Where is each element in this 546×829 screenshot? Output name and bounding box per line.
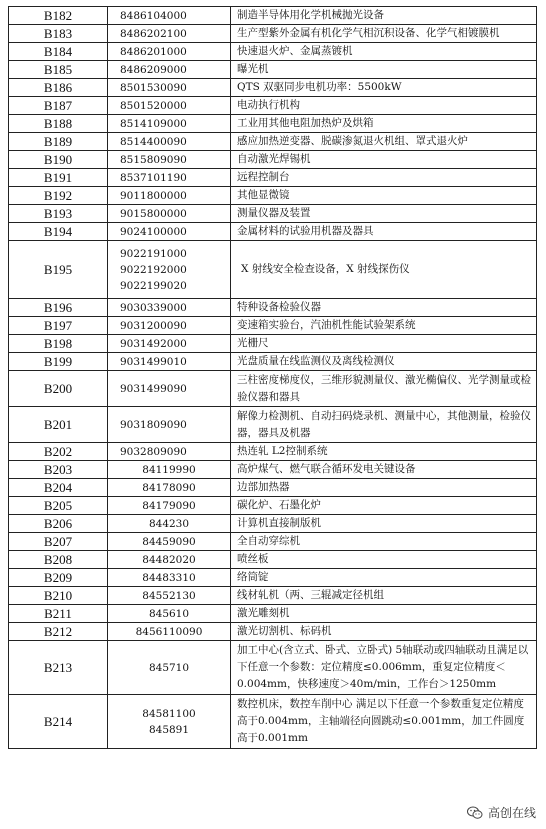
hs-code: 845610 [148, 607, 190, 620]
description-cell: 三柱密度梯度仪，三维形貌测量仪、激光椭偏仪、光学测量或检验仪器和器具 [231, 371, 537, 407]
hs-code-cell [108, 61, 231, 79]
hs-code: 9011800000 [120, 189, 187, 202]
description-cell: 全自动穿综机 [231, 533, 537, 551]
table-row [9, 187, 537, 205]
description-cell: 络筒锭 [231, 569, 537, 587]
description-cell: 热连轧 L2控制系统 [231, 443, 537, 461]
hs-code: 8486209000 [120, 63, 187, 76]
description-cell: 光栅尺 [231, 335, 537, 353]
hs-code-cell [108, 569, 231, 587]
row-id-cell: B196 [9, 299, 108, 317]
table-row [9, 479, 537, 497]
description-cell: 金属材料的试验用机器及器具 [231, 223, 537, 241]
row-id-cell: B190 [9, 151, 108, 169]
hs-code: 9030339000 [120, 301, 187, 314]
hs-code-cell [108, 461, 231, 479]
hs-code-cell [108, 371, 231, 407]
row-id-cell: B212 [9, 623, 108, 641]
description-cell: 边部加热器 [231, 479, 537, 497]
hs-code: 9031809090 [120, 418, 187, 431]
row-id-cell: B193 [9, 205, 108, 223]
table-row [9, 43, 537, 61]
hs-code: 8537101190 [120, 171, 187, 184]
description-cell: 解像力检测机、自动扫码烧录机、测量中心，其他测量，检验仪器，器具及机器 [231, 407, 537, 443]
row-id-cell: B195 [9, 241, 108, 299]
description-cell: 激光切割机、标码机 [231, 623, 537, 641]
hs-code: 84178090 [142, 481, 196, 494]
table-row [9, 551, 537, 569]
hs-code: 9024100000 [120, 225, 187, 238]
watermark [463, 802, 540, 823]
hs-code-cell [108, 587, 231, 605]
row-id-cell: B185 [9, 61, 108, 79]
hs-code-cell [108, 97, 231, 115]
table-row [9, 623, 537, 641]
hs-code: 8456110090 [135, 625, 203, 638]
description-cell: 加工中心(含立式、卧式、立卧式) 5轴联动或四轴联动且满足以下任意一个参数：定位精度≤0.006mm，重复定位精度＜0.004mm，快移速度＞40m/min，工作台＞1250mm [231, 641, 537, 695]
description-cell: 远程控制台 [231, 169, 537, 187]
table-row [9, 587, 537, 605]
table-row [9, 641, 537, 695]
row-id-cell: B214 [9, 695, 108, 749]
hs-code-cell [108, 443, 231, 461]
hs-code: 8515809090 [120, 153, 187, 166]
hs-code-cell [108, 497, 231, 515]
hs-code-cell [108, 79, 231, 97]
description-cell: 计算机直接制版机 [231, 515, 537, 533]
hs-code: 9015800000 [120, 207, 187, 220]
description-cell: 感应加热逆变器、脱碳渗氮退火机组、罩式退火炉 [231, 133, 537, 151]
hs-code: 84459090 [142, 535, 196, 548]
description-cell: 特种设备检验仪器 [231, 299, 537, 317]
row-id-cell: B187 [9, 97, 108, 115]
row-id-cell: B213 [9, 641, 108, 695]
table-row [9, 353, 537, 371]
row-id-cell: B203 [9, 461, 108, 479]
table-row [9, 695, 537, 749]
row-id-cell: B202 [9, 443, 108, 461]
row-id-cell: B191 [9, 169, 108, 187]
row-id-cell: B206 [9, 515, 108, 533]
row-id-cell: B210 [9, 587, 108, 605]
row-id-cell: B205 [9, 497, 108, 515]
description-cell: 变速箱实验台，汽油机性能试验架系统 [231, 317, 537, 335]
row-id-cell: B201 [9, 407, 108, 443]
description-cell: 其他显微镜 [231, 187, 537, 205]
hs-code: 9032809090 [120, 445, 187, 458]
row-id-cell: B199 [9, 353, 108, 371]
hs-code: 9022191000 [120, 247, 187, 260]
row-id-cell: B198 [9, 335, 108, 353]
description-cell: 高炉煤气、燃气联合循环发电关键设备 [231, 461, 537, 479]
row-id-cell: B204 [9, 479, 108, 497]
description-cell: QTS 双驱同步电机功率：5500kW [231, 79, 537, 97]
hs-code: 9031200090 [120, 319, 187, 332]
description-cell: 激光雕刻机 [231, 605, 537, 623]
table-row [9, 241, 537, 299]
hs-code-cell [108, 299, 231, 317]
hs-code-cell [108, 533, 231, 551]
table-row [9, 569, 537, 587]
hs-code: 84581100 [142, 707, 196, 720]
hs-code: 8514109000 [120, 117, 187, 130]
description-cell: 碳化炉、石墨化炉 [231, 497, 537, 515]
hs-code-cell [108, 133, 231, 151]
description-cell: 工业用其他电阻加热炉及烘箱 [231, 115, 537, 133]
table-row [9, 115, 537, 133]
hs-code: 84482020 [142, 553, 196, 566]
table-row [9, 533, 537, 551]
hs-code: 844230 [148, 517, 190, 530]
hs-code: 9022192000 [120, 263, 187, 276]
hs-code-cell [108, 151, 231, 169]
table-row [9, 133, 537, 151]
table-row [9, 61, 537, 79]
description-cell: 制造半导体用化学机械抛光设备 [231, 7, 537, 25]
description-cell: 曝光机 [231, 61, 537, 79]
description-cell: 数控机床，数控车削中心 满足以下任意一个参数重复定位精度高于0.004mm，主轴端径向圆跳动≤0.001mm，加工件圆度高于0.001mm [231, 695, 537, 749]
table-row [9, 443, 537, 461]
hs-code-cell [108, 7, 231, 25]
hs-code-cell [108, 551, 231, 569]
hs-code: 84179090 [142, 499, 196, 512]
watermark-text: 高创在线 [487, 806, 536, 820]
hs-code-cell [108, 407, 231, 443]
description-cell: 生产型紫外金属有机化学气相沉积设备、化学气相镀膜机 [231, 25, 537, 43]
table-row [9, 97, 537, 115]
hs-code: 8486202100 [120, 27, 187, 40]
row-id-cell: B197 [9, 317, 108, 335]
table-row [9, 335, 537, 353]
hs-code-cell [108, 25, 231, 43]
hs-code: 8486201000 [120, 45, 187, 58]
hs-code-cell [108, 641, 231, 695]
description-cell: X 射线安全检查设备，X 射线探伤仪 [231, 241, 537, 299]
hs-code-cell [108, 353, 231, 371]
hs-code-cell [108, 335, 231, 353]
row-id-cell: B209 [9, 569, 108, 587]
hs-code: 9022199020 [120, 279, 187, 292]
description-cell: 喷丝板 [231, 551, 537, 569]
table-row [9, 605, 537, 623]
tariff-code-table-container [8, 6, 537, 749]
row-id-cell: B188 [9, 115, 108, 133]
table-row [9, 497, 537, 515]
hs-code-cell [108, 515, 231, 533]
row-id-cell: B208 [9, 551, 108, 569]
table-row [9, 25, 537, 43]
table-row [9, 407, 537, 443]
hs-code: 8486104000 [120, 9, 187, 22]
hs-code-cell [108, 241, 231, 299]
description-cell: 线材轧机（两、三辊减定径机组 [231, 587, 537, 605]
hs-code-cell [108, 43, 231, 61]
row-id-cell: B183 [9, 25, 108, 43]
hs-code: 9031492000 [120, 337, 187, 350]
hs-code-cell [108, 115, 231, 133]
hs-code: 9031499010 [120, 355, 187, 368]
hs-code-cell [108, 695, 231, 749]
hs-code-cell [108, 479, 231, 497]
row-id-cell: B192 [9, 187, 108, 205]
table-row [9, 223, 537, 241]
hs-code-cell [108, 223, 231, 241]
description-cell: 电动执行机构 [231, 97, 537, 115]
description-cell: 测量仪器及装置 [231, 205, 537, 223]
row-id-cell: B184 [9, 43, 108, 61]
wechat-icon [467, 806, 483, 820]
table-row [9, 7, 537, 25]
table-row [9, 169, 537, 187]
description-cell: 光盘质量在线监测仪及离线检测仪 [231, 353, 537, 371]
hs-code-cell [108, 623, 231, 641]
hs-code: 8514400090 [120, 135, 187, 148]
description-cell: 自动激光焊锡机 [231, 151, 537, 169]
row-id-cell: B186 [9, 79, 108, 97]
table-row [9, 371, 537, 407]
table-row [9, 151, 537, 169]
hs-code-cell [108, 317, 231, 335]
row-id-cell: B200 [9, 371, 108, 407]
hs-code: 8501530090 [120, 81, 187, 94]
hs-code-cell [108, 187, 231, 205]
table-row [9, 317, 537, 335]
table-row [9, 515, 537, 533]
hs-code: 8501520000 [120, 99, 187, 112]
hs-code: 845891 [148, 723, 190, 736]
row-id-cell: B211 [9, 605, 108, 623]
tariff-code-table [8, 6, 537, 749]
table-body [9, 7, 537, 749]
hs-code: 84119990 [142, 463, 196, 476]
table-row [9, 205, 537, 223]
description-cell: 快速退火炉、金属蒸镀机 [231, 43, 537, 61]
hs-code: 845710 [148, 661, 190, 674]
hs-code-cell [108, 605, 231, 623]
row-id-cell: B194 [9, 223, 108, 241]
table-row [9, 461, 537, 479]
table-row [9, 299, 537, 317]
hs-code: 9031499090 [120, 382, 187, 395]
row-id-cell: B189 [9, 133, 108, 151]
hs-code: 84483310 [142, 571, 196, 584]
hs-code-cell [108, 205, 231, 223]
hs-code-cell [108, 169, 231, 187]
table-row [9, 79, 537, 97]
row-id-cell: B207 [9, 533, 108, 551]
hs-code: 84552130 [142, 589, 196, 602]
row-id-cell: B182 [9, 7, 108, 25]
